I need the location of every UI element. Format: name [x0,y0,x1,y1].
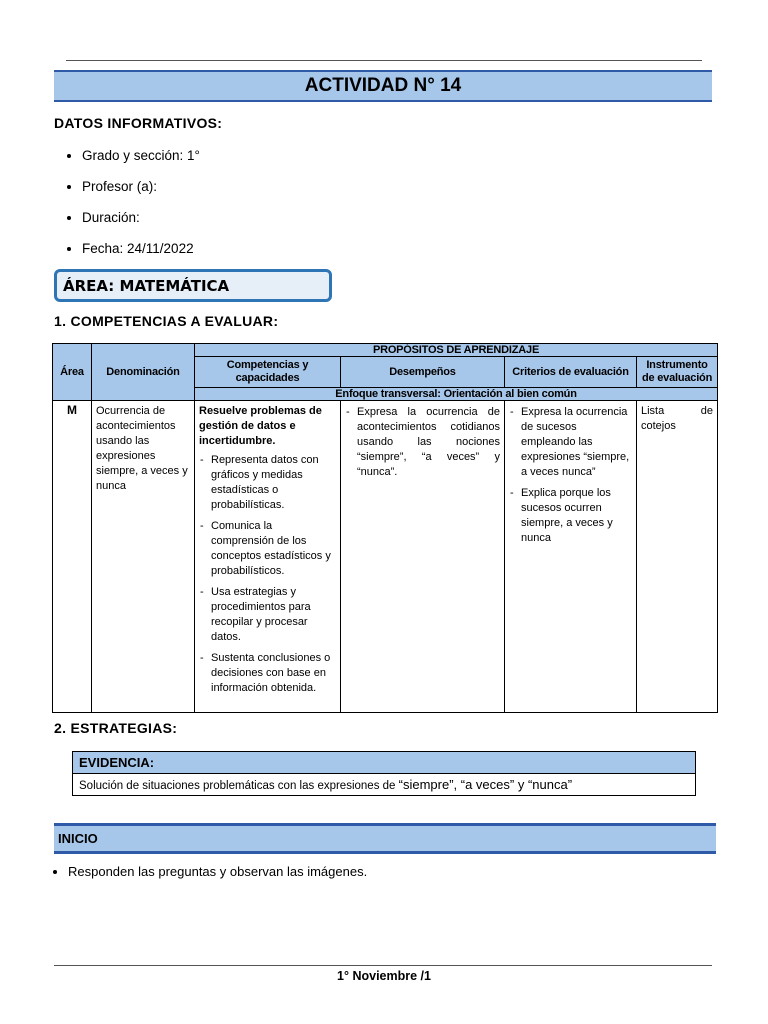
enfoque-row: Enfoque transversal: Orientación al bien común [195,388,718,401]
activity-title [54,70,712,102]
col-criterios: Criterios de evaluación [505,357,637,388]
top-divider [66,60,702,61]
competencias-heading: 1. COMPETENCIAS A EVALUAR: [54,313,279,329]
page-footer: 1° Noviembre /1 [337,969,431,983]
datos-item-duracion: • Duración: [82,202,200,233]
row-competencias [195,401,341,713]
criterio-item: - Expresa la ocurrencia de sucesos empleando las expresiones “siempre, a veces nunca” [509,405,632,480]
inicio-list [54,864,367,879]
estrategias-heading: 2. ESTRATEGIAS: [54,720,178,736]
row-criterios [505,401,637,713]
capacidades-list [199,453,336,696]
propositos-header: PROPÓSITOS DE APRENDIZAJE [195,344,718,357]
activity-title-text: ACTIVIDAD N° 14 [304,75,462,96]
datos-item-fecha: • Fecha: 24/11/2022 [82,233,200,264]
col-denominacion: Denominación [92,344,195,401]
competencia-title: Resuelve problemas de gestión de datos e incertidumbre. [199,405,322,447]
capacidad-item: - Comunica la comprensión de los conceptos estadísticos y probabilísticos. [199,519,336,579]
capacidad-item: - Usa estrategias y procedimientos para recopilar y procesar datos. [199,585,336,645]
competencias-table [52,343,718,713]
evidencia-text [73,774,695,795]
inicio-label: INICIO [58,831,98,846]
inicio-item: • Responden las preguntas y observan las imágenes. [68,864,367,879]
capacidad-item: - Sustenta conclusiones o decisiones con base en información obtenida. [199,651,336,696]
evidencia-box [72,751,696,796]
col-area: Área [53,344,92,401]
desempenos-list [345,405,500,480]
col-instrumento: Instrumento de evaluación [637,357,718,388]
desempeno-item: - Expresa la ocurrencia de acontecimientos cotidianos usando las nociones “siempre”, “a veces” y “nunca”. [345,405,500,480]
evidencia-text-main: Solución de situaciones problemáticas con las expresiones de [79,780,399,792]
col-desempenos: Desempeños [341,357,505,388]
row-instrumento: Lista de cotejos [637,401,718,713]
criterio-item: - Explica porque los sucesos ocurren siempre, a veces y nunca [509,486,632,546]
evidencia-label: EVIDENCIA: [73,752,695,774]
row-area: M [53,401,92,713]
datos-heading: DATOS INFORMATIVOS: [54,115,223,131]
capacidad-item: - Representa datos con gráficos y medidas estadísticas o probabilísticas. [199,453,336,513]
datos-list [56,140,200,264]
evidencia-text-expr: “siempre”, “a veces” y “nunca” [398,777,573,792]
row-denominacion: Ocurrencia de acontecimientos usando las expresiones siempre, a veces y nunca [92,401,195,713]
datos-item-grado: • Grado y sección: 1° [82,140,200,171]
datos-item-profesor: • Profesor (a): [82,171,200,202]
inicio-bar [54,823,716,854]
row-desempenos [341,401,505,713]
area-box [54,269,332,302]
col-competencias: Competencias y capacidades [195,357,341,388]
area-label: ÁREA: MATEMÁTICA [63,276,230,295]
criterios-list [509,405,632,546]
bottom-divider [54,965,712,966]
